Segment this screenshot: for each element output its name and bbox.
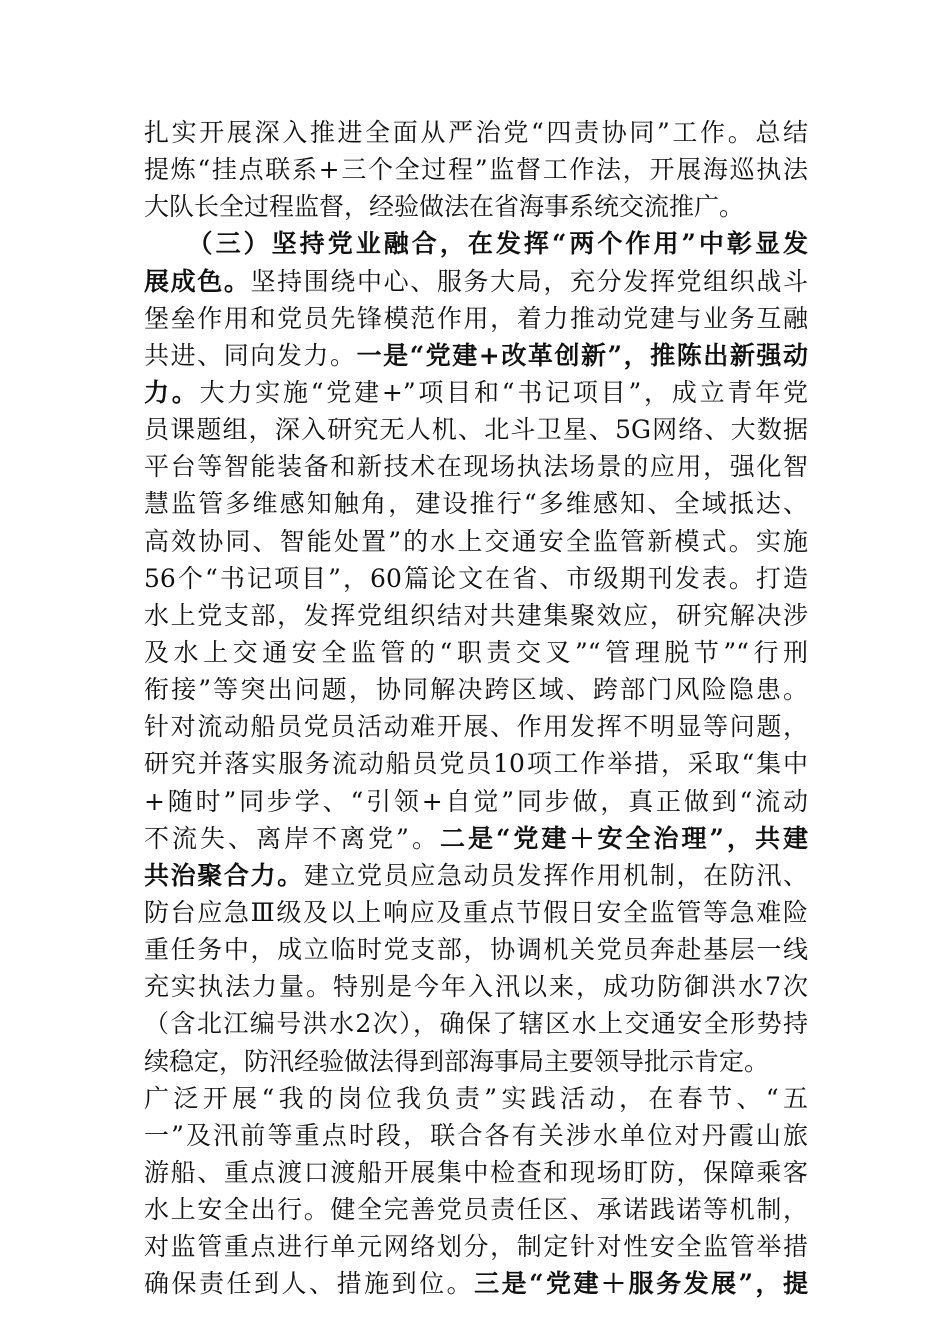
text-run: +随时”同步学、“引领+自觉”同步做，真正做到“流动 [144,786,808,816]
bold-text-run: 二是“党建＋安全治理”，共建 [439,823,808,853]
text-line [144,411,808,448]
text-line [144,634,808,671]
bold-text-run: （三）坚持党业融合，在发挥“两个作用”中彰显发 [144,229,808,259]
text-run: 大力实施“党建+”项目和“书记项目”，成立青年党 [199,377,808,407]
text-line [144,1154,808,1191]
text-line [144,671,808,708]
text-run: 56个“书记项目”，60篇论文在省、市级期刊发表。打造 [144,563,808,593]
text-line [144,114,808,151]
text-run: 确保责任到人、措施到位。 [144,1269,475,1299]
text-line [144,1043,808,1080]
bold-text-run: 一是“党建+改革创新”，推陈出新强动 [356,340,808,370]
bold-text-run: 力。 [144,377,200,407]
text-run: 广泛开展“我的岗位我负责”实践活动，在春节、“五 [144,1083,808,1113]
text-line [144,597,808,634]
text-run: 重任务中，成立临时党支部，协调机关党员奔赴基层一线 [144,935,808,965]
bold-text-run: 展成色。 [144,266,251,296]
text-line [144,560,808,597]
text-run: 不流失、离岸不离党”。 [144,823,440,853]
text-line [144,931,808,968]
text-line [144,820,808,857]
text-line [144,783,808,820]
text-run: 扎实开展深入推进全面从严治党“四责协同”工作。总结 [144,118,808,147]
text-line [144,894,808,931]
text-run: 大队长全过程监督，经验做法在省海事系统交流推广。 [144,192,745,222]
text-line [144,374,808,411]
bold-text-run: 三是“党建＋服务发展”，提 [474,1269,808,1299]
text-run: （含北江编号洪水2次），确保了辖区水上交通安全形势持 [144,1009,808,1039]
text-line [144,1080,808,1117]
text-line [144,1191,808,1228]
text-run: 提炼“挂点联系+三个全过程”监督工作法，开展海巡执法 [144,155,808,185]
text-run: 水上安全出行。健全完善党员责任区、承诺践诺等机制， [144,1195,808,1225]
text-line [144,151,808,188]
text-run: 及水上交通安全监管的“职责交叉”“管理脱节”“行刑 [144,637,808,667]
text-run: 员课题组，深入研究无人机、北斗卫星、5G网络、大数据 [144,415,808,445]
text-line [144,1228,808,1265]
body-text [144,114,808,1303]
text-run: 防台应急Ⅲ级及以上响应及重点节假日安全监管等急难险 [144,897,808,927]
text-line [144,523,808,560]
text-line [144,1117,808,1154]
text-run: 共进、同向发力。 [144,340,357,370]
text-run: 对监管重点进行单元网络划分，制定针对性安全监管举措 [144,1232,808,1262]
text-run: 平台等智能装备和新技术在现场执法场景的应用，强化智 [144,452,808,482]
text-run: 水上党支部，发挥党组织结对共建集聚效应，研究解决涉 [144,600,808,630]
text-line [144,708,808,745]
text-run: 衔接”等突出问题，协同解决跨区域、跨部门风险隐患。 [144,675,808,705]
text-line [144,485,808,522]
bold-text-run: 共治聚合力。 [144,860,304,890]
text-line [144,188,808,225]
text-line [144,448,808,485]
text-run: 续稳定，防汛经验做法得到部海事局主要领导批示肯定。 [144,1046,770,1076]
text-run: 研究并落实服务流动船员党员10项工作举措，采取“集中 [144,749,808,779]
text-line [144,1265,808,1302]
text-line [144,225,808,262]
text-line [144,300,808,337]
text-line [144,1005,808,1042]
text-line [144,745,808,782]
text-run: 高效协同、智能处置”的水上交通安全监管新模式。实施 [144,526,808,556]
text-line [144,337,808,374]
text-run: 充实执法力量。特别是今年入汛以来，成功防御洪水7次 [144,972,808,1002]
text-run: 建立党员应急动员发挥作用机制，在防汛、 [303,860,808,890]
text-line [144,263,808,300]
text-run: 坚持围绕中心、服务大局，充分发挥党组织战斗 [250,266,808,296]
text-line [144,857,808,894]
text-run: 堡垒作用和党员先锋模范作用，着力推动党建与业务互融 [144,303,808,333]
text-run: 针对流动船员党员活动难开展、作用发挥不明显等问题， [144,712,808,742]
text-run: 一”及汛前等重点时段，联合各有关涉水单位对丹霞山旅 [144,1120,808,1150]
text-run: 游船、重点渡口渡船开展集中检查和现场盯防，保障乘客 [144,1157,808,1187]
text-line [144,968,808,1005]
text-run: 慧监管多维感知触角，建设推行“多维感知、全域抵达、 [144,489,808,519]
